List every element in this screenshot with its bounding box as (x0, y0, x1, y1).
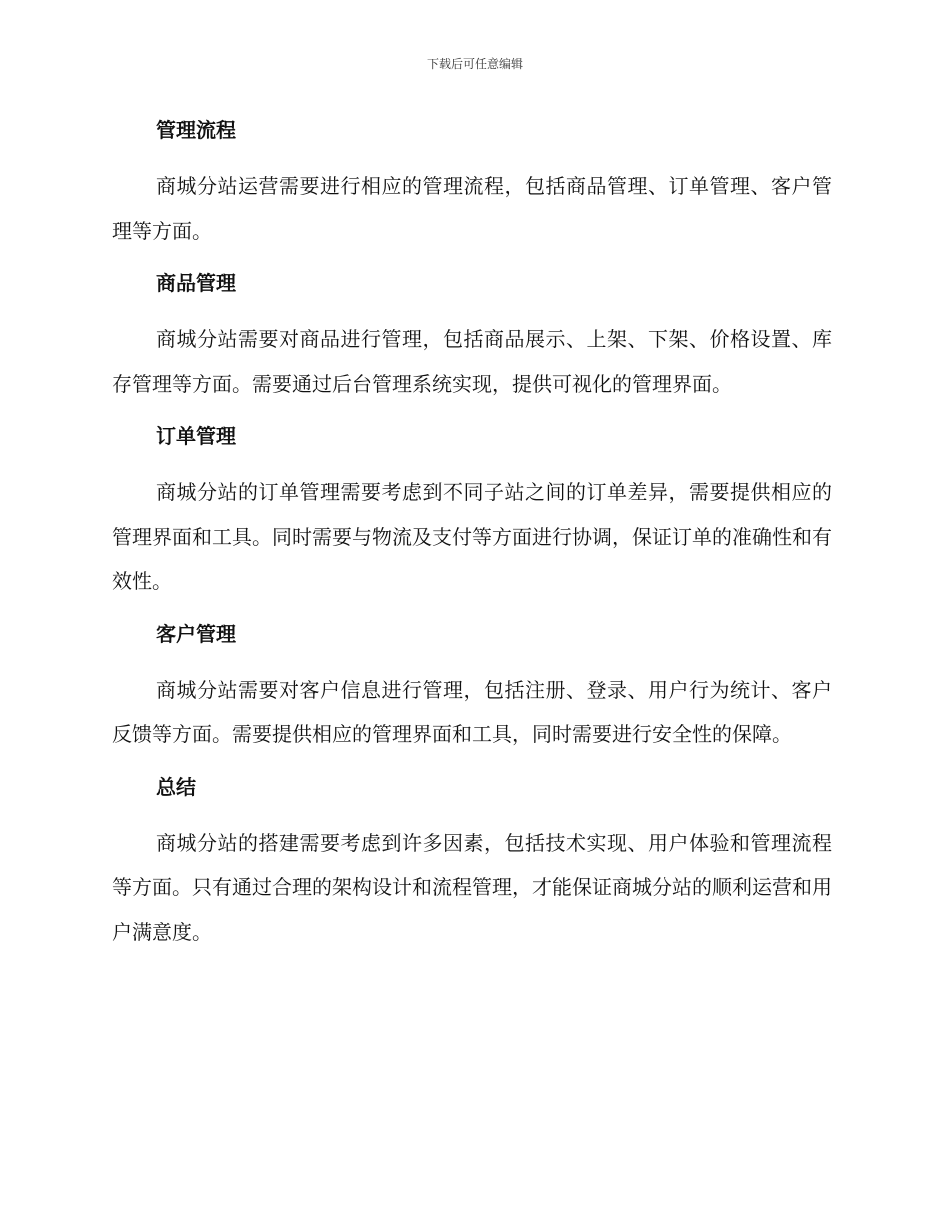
section-body: 商城分站的订单管理需要考虑到不同子站之间的订单差异，需要提供相应的管理界面和工具。同时需要与物流及支付等方面进行协调，保证订单的准确性和有效性。 (112, 480, 832, 593)
section-title: 管理流程 (156, 118, 236, 142)
section-body: 商城分站运营需要进行相应的管理流程，包括商品管理、订单管理、客户管理等方面。 (112, 174, 832, 243)
document-content (112, 110, 832, 964)
section-title: 商品管理 (156, 271, 236, 295)
section-management-process (112, 110, 832, 253)
section-body: 商城分站需要对客户信息进行管理，包括注册、登录、用户行为统计、客户反馈等方面。需要提供相应的管理界面和工具，同时需要进行安全性的保障。 (112, 677, 832, 746)
header-note: 下载后可任意编辑 (426, 57, 523, 71)
section-body: 商城分站需要对商品进行管理，包括商品展示、上架、下架、价格设置、库存管理等方面。需要通过后台管理系统实现，提供可视化的管理界面。 (112, 327, 832, 396)
section-title: 客户管理 (156, 621, 236, 646)
section-customer-management (112, 614, 832, 757)
section-body: 商城分站的搭建需要考虑到许多因素，包括技术实现、用户体验和管理流程等方面。只有通过合理的架构设计和流程管理，才能保证商城分站的顺利运营和用户满意度。 (112, 830, 832, 944)
section-order-management (112, 416, 832, 604)
section-summary (112, 767, 832, 955)
section-title: 订单管理 (156, 424, 236, 448)
section-title: 总结 (156, 774, 196, 799)
section-product-management (112, 263, 832, 406)
